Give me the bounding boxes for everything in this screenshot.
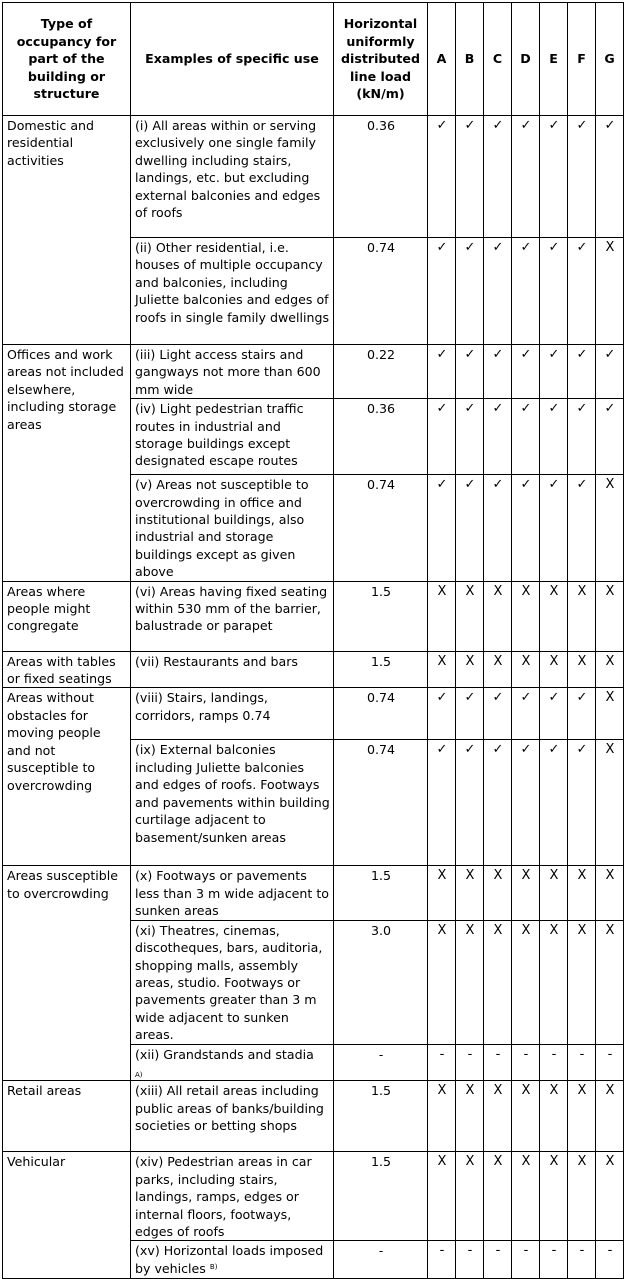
example-text: (vi) Areas having fixed seating within 530 mm of the barrier, balustrade or parapet (135, 583, 328, 634)
cross-mark-d: X (512, 651, 540, 688)
cross-mark-c: X (484, 651, 512, 688)
cross-mark-g: X (596, 581, 624, 651)
example-cell (131, 1152, 334, 1241)
example-cell (131, 1081, 334, 1152)
check-mark-icon-f: ✓ (568, 238, 596, 345)
check-mark-icon-f: ✓ (568, 399, 596, 475)
footnote-marker: A) (135, 1070, 143, 1079)
cross-mark-b: X (456, 581, 484, 651)
cross-mark-a: X (428, 920, 456, 1044)
cross-mark-b: X (456, 920, 484, 1044)
check-mark-icon-d: ✓ (512, 116, 540, 238)
example-text: (iii) Light access stairs and gangways not more than 600 mm wide (135, 347, 321, 397)
header-col-f: F (568, 3, 596, 116)
check-mark-icon-e: ✓ (540, 688, 568, 740)
example-text: (iv) Light pedestrian traffic routes in industrial and storage buildings except designated escape routes (135, 401, 304, 469)
dash-mark-c: - (484, 1241, 512, 1279)
cross-mark-e: X (540, 866, 568, 920)
header-col-a: A (428, 3, 456, 116)
check-mark-icon-d: ✓ (512, 345, 540, 399)
occupancy-cell: Areas with tables or fixed seatings (3, 651, 131, 688)
cross-mark-e: X (540, 651, 568, 688)
cross-mark-c: X (484, 1081, 512, 1152)
check-mark-icon-b: ✓ (456, 475, 484, 581)
cross-mark-b: X (456, 866, 484, 920)
load-value: 1.5 (334, 581, 428, 651)
cross-mark-b: X (456, 1152, 484, 1241)
dash-mark-f: - (568, 1044, 596, 1081)
check-mark-icon-c: ✓ (484, 688, 512, 740)
cross-mark-d: X (512, 1152, 540, 1241)
check-mark-icon-e: ✓ (540, 740, 568, 866)
cross-mark-g: X (596, 866, 624, 920)
dash-mark-d: - (512, 1241, 540, 1279)
check-mark-icon-g: ✓ (596, 116, 624, 238)
example-cell (131, 116, 334, 238)
load-value: 0.22 (334, 345, 428, 399)
check-mark-icon-e: ✓ (540, 345, 568, 399)
cross-mark-f: X (568, 1152, 596, 1241)
cross-mark-a: X (428, 1081, 456, 1152)
check-mark-icon-b: ✓ (456, 238, 484, 345)
occupancy-cell: Vehicular (3, 1152, 131, 1279)
cross-mark-d: X (512, 866, 540, 920)
cross-mark-g: X (596, 238, 624, 345)
check-mark-icon-b: ✓ (456, 688, 484, 740)
occupancy-cell: Offices and work areas not included elsewhere, including storage areas (3, 345, 131, 582)
check-mark-icon-d: ✓ (512, 688, 540, 740)
load-table (2, 2, 624, 1279)
cross-mark-f: X (568, 581, 596, 651)
table-row (3, 1152, 624, 1241)
table-row (3, 688, 624, 740)
example-text: (xiv) Pedestrian areas in car parks, including stairs, landings, ramps, edges or internal floors, footways, edges of roofs (135, 1154, 312, 1239)
check-mark-icon-f: ✓ (568, 475, 596, 581)
occupancy-cell: Domestic and residential activities (3, 116, 131, 345)
cross-mark-g: X (596, 1081, 624, 1152)
check-mark-icon-c: ✓ (484, 345, 512, 399)
cross-mark-b: X (456, 1081, 484, 1152)
dash-mark-d: - (512, 1044, 540, 1081)
check-mark-icon-g: ✓ (596, 399, 624, 475)
header-row (3, 3, 624, 116)
dash-mark-e: - (540, 1044, 568, 1081)
check-mark-icon-e: ✓ (540, 238, 568, 345)
example-cell (131, 688, 334, 740)
load-value: - (334, 1241, 428, 1279)
check-mark-icon-a: ✓ (428, 238, 456, 345)
check-mark-icon-b: ✓ (456, 399, 484, 475)
cross-mark-f: X (568, 651, 596, 688)
check-mark-icon-b: ✓ (456, 345, 484, 399)
check-mark-icon-e: ✓ (540, 399, 568, 475)
cross-mark-f: X (568, 1081, 596, 1152)
check-mark-icon-a: ✓ (428, 116, 456, 238)
cross-mark-g: X (596, 1152, 624, 1241)
cross-mark-d: X (512, 920, 540, 1044)
header-occupancy: Type of occupancy for part of the building or structure (3, 3, 131, 116)
table-row (3, 581, 624, 651)
cross-mark-e: X (540, 1152, 568, 1241)
example-cell (131, 238, 334, 345)
example-text: (ix) External balconies including Juliette balconies and edges of roofs. Footways and pavements within building curtilage adjacent to basement/sunken areas (135, 742, 330, 845)
header-col-c: C (484, 3, 512, 116)
cross-mark-a: X (428, 866, 456, 920)
check-mark-icon-g: ✓ (596, 345, 624, 399)
example-cell (131, 866, 334, 920)
load-value: 0.74 (334, 688, 428, 740)
example-cell (131, 651, 334, 688)
example-text: (v) Areas not susceptible to overcrowding in office and institutional buildings, also industrial and storage buildings except as given above (135, 477, 309, 580)
load-value: 3.0 (334, 920, 428, 1044)
cross-mark-b: X (456, 651, 484, 688)
example-cell (131, 740, 334, 866)
example-text: (xiii) All retail areas including public areas of banks/building societies or betting shops (135, 1083, 324, 1134)
cross-mark-g: X (596, 688, 624, 740)
check-mark-icon-c: ✓ (484, 740, 512, 866)
occupancy-cell: Areas where people might congregate (3, 581, 131, 651)
cross-mark-c: X (484, 581, 512, 651)
load-value: 0.36 (334, 399, 428, 475)
header-col-d: D (512, 3, 540, 116)
header-col-b: B (456, 3, 484, 116)
cross-mark-f: X (568, 920, 596, 1044)
dash-mark-c: - (484, 1044, 512, 1081)
load-value: 0.36 (334, 116, 428, 238)
load-value: - (334, 1044, 428, 1081)
check-mark-icon-d: ✓ (512, 740, 540, 866)
dash-mark-a: - (428, 1044, 456, 1081)
load-value: 1.5 (334, 1152, 428, 1241)
check-mark-icon-c: ✓ (484, 116, 512, 238)
example-cell (131, 920, 334, 1044)
cross-mark-e: X (540, 581, 568, 651)
cross-mark-e: X (540, 920, 568, 1044)
cross-mark-e: X (540, 1081, 568, 1152)
check-mark-icon-f: ✓ (568, 345, 596, 399)
check-mark-icon-c: ✓ (484, 399, 512, 475)
dash-mark-b: - (456, 1044, 484, 1081)
cross-mark-c: X (484, 1152, 512, 1241)
dash-mark-f: - (568, 1241, 596, 1279)
table-row (3, 866, 624, 920)
load-value: 0.74 (334, 475, 428, 581)
check-mark-icon-a: ✓ (428, 345, 456, 399)
check-mark-icon-f: ✓ (568, 116, 596, 238)
header-col-g: G (596, 3, 624, 116)
check-mark-icon-d: ✓ (512, 475, 540, 581)
table-row (3, 1081, 624, 1152)
check-mark-icon-d: ✓ (512, 399, 540, 475)
table-row (3, 116, 624, 238)
cross-mark-a: X (428, 1152, 456, 1241)
example-text: (xv) Horizontal loads imposed by vehicles (135, 1243, 324, 1276)
check-mark-icon-d: ✓ (512, 238, 540, 345)
example-cell (131, 1044, 334, 1081)
cross-mark-a: X (428, 651, 456, 688)
example-text: (i) All areas within or serving exclusively one single family dwelling including stairs, landings, etc. but excluding external balconies and edges of roofs (135, 118, 321, 221)
load-value: 1.5 (334, 866, 428, 920)
example-cell (131, 399, 334, 475)
example-text: (xii) Grandstands and stadia (135, 1046, 314, 1062)
dash-mark-b: - (456, 1241, 484, 1279)
check-mark-icon-a: ✓ (428, 740, 456, 866)
check-mark-icon-f: ✓ (568, 688, 596, 740)
occupancy-cell: Areas without obstacles for moving people and not susceptible to overcrowding (3, 688, 131, 866)
check-mark-icon-b: ✓ (456, 740, 484, 866)
check-mark-icon-a: ✓ (428, 688, 456, 740)
cross-mark-d: X (512, 581, 540, 651)
example-cell (131, 581, 334, 651)
cross-mark-g: X (596, 475, 624, 581)
example-text: (x) Footways or pavements less than 3 m wide adjacent to sunken areas (135, 868, 329, 919)
check-mark-icon-a: ✓ (428, 399, 456, 475)
dash-mark-a: - (428, 1241, 456, 1279)
load-value: 0.74 (334, 238, 428, 345)
check-mark-icon-f: ✓ (568, 740, 596, 866)
occupancy-cell: Retail areas (3, 1081, 131, 1152)
example-cell (131, 345, 334, 399)
load-value: 1.5 (334, 651, 428, 688)
check-mark-icon-c: ✓ (484, 475, 512, 581)
check-mark-icon-e: ✓ (540, 475, 568, 581)
cross-mark-g: X (596, 651, 624, 688)
cross-mark-c: X (484, 920, 512, 1044)
table-row (3, 345, 624, 399)
header-col-e: E (540, 3, 568, 116)
cross-mark-f: X (568, 866, 596, 920)
load-value: 0.74 (334, 740, 428, 866)
footnote-marker: B) (209, 1262, 218, 1271)
check-mark-icon-b: ✓ (456, 116, 484, 238)
example-text: (ii) Other residential, i.e. houses of multiple occupancy and balconies, including Juliette balconies and edges of roofs in single family dwellings (135, 240, 330, 325)
example-text: (xi) Theatres, cinemas, discotheques, bars, auditoria, shopping malls, assembly areas, studio. Footways or pavements greater than 3 m wide adjacent to sunken areas. (135, 922, 323, 1043)
dash-mark-e: - (540, 1241, 568, 1279)
dash-mark-g: - (596, 1241, 624, 1279)
example-text: (vii) Restaurants and bars (135, 653, 298, 669)
example-cell (131, 475, 334, 581)
cross-mark-g: X (596, 920, 624, 1044)
cross-mark-a: X (428, 581, 456, 651)
cross-mark-g: X (596, 740, 624, 866)
table-row (3, 651, 624, 688)
check-mark-icon-e: ✓ (540, 116, 568, 238)
check-mark-icon-c: ✓ (484, 238, 512, 345)
check-mark-icon-a: ✓ (428, 475, 456, 581)
header-examples: Examples of specific use (131, 3, 334, 116)
occupancy-cell: Areas susceptible to overcrowding (3, 866, 131, 1081)
cross-mark-d: X (512, 1081, 540, 1152)
load-value: 1.5 (334, 1081, 428, 1152)
cross-mark-c: X (484, 866, 512, 920)
dash-mark-g: - (596, 1044, 624, 1081)
example-text: (viii) Stairs, landings, corridors, ramps 0.74 (135, 690, 271, 723)
header-load: Horizontal uniformly distributed line load (kN/m) (334, 3, 428, 116)
